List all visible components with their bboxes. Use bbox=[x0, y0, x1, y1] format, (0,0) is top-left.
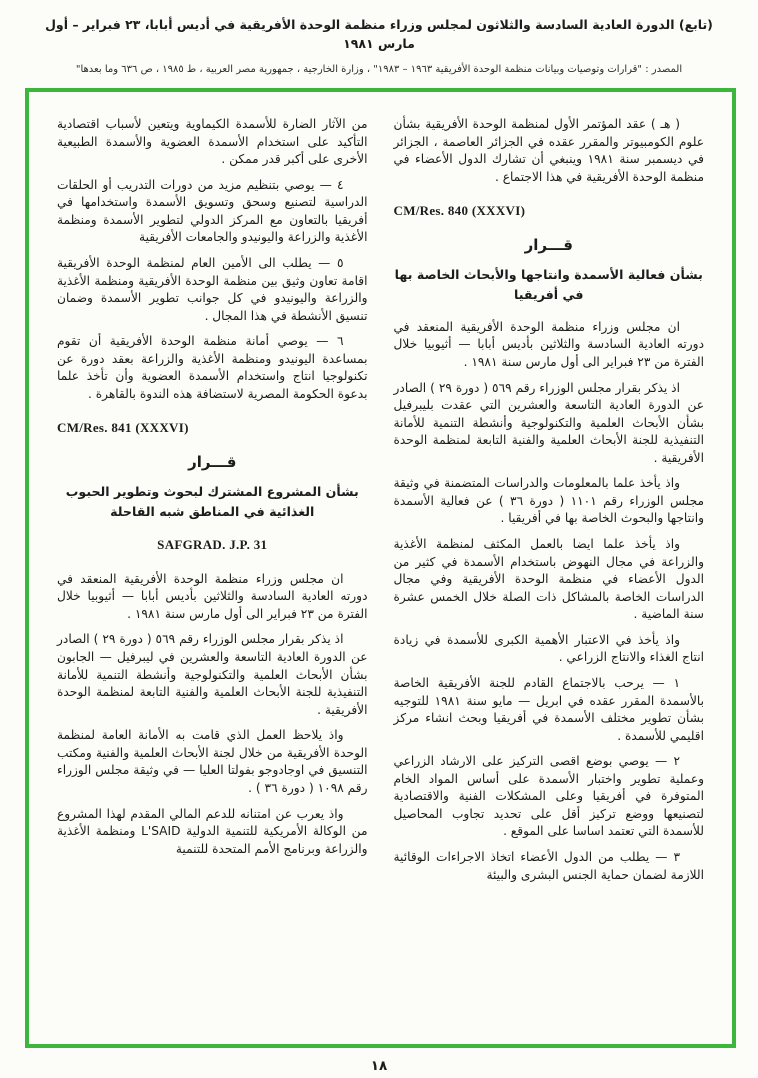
paragraph: واذ يعرب عن امتنانه للدعم المالي المقدم لهذا المشروع من الوكالة الأمريكية للتنمية الدولية L'SAID ومنظمة الأغذية والزراعة وبرنامج الأمم المتحدة للتنمية bbox=[57, 806, 368, 856]
paragraph: واذ يأخذ علما ايضا بالعمل المكثف لمنظمة الأغذية والزراعة في مجال النهوض باستخدام الأسمدة في كثير من الدول الأعضاء في منظمة الوحدة الأفريقية وفي مجال الدراسات الخاصة بالمشاكل ذات الصلة خلال الخمس عشرة سنة الماضية . bbox=[393, 537, 704, 622]
paragraph: اذ يذكر بقرار مجلس الوزراء رقم ٥٦٩ ( دورة ٢٩ ) الصادر عن الدورة العادية التاسعة والعشرين التي عقدت بليبرفيل بشأن الأبحاث العلمية والتكنولوجية وأنشطة التنمية للأمانة التنفيذية للجنة الأبحاث العلمية والفنية التابعة لمنظمة الوحدة الأفريقية . bbox=[393, 380, 704, 465]
two-column-layout bbox=[57, 116, 704, 1036]
header-session-title: (تابع) الدورة العادية السادسة والثلاثون لمجلس وزراء منظمة الوحدة الأفريقية في أديس أبابا، ٢٣ فبراير – أول مارس ١٩٨١ bbox=[45, 17, 713, 51]
header-source-citation: المصدر : "قرارات وتوصيات وبيانات منظمة الوحدة الأفريقية ١٩٦٣ – ١٩٨٣" ، وزارة الخارجية ، جمهورية مصر العربية ، ط ١٩٨٥ ، ص ٦٣٦ وما بعدها" bbox=[75, 63, 683, 75]
paragraph: ان مجلس وزراء منظمة الوحدة الأفريقية المنعقد في دورته العادية السادسة والثلاثين بأديس أبابا — أثيوبيا خلال الفترة من ٢٣ فبراير الى أول مارس سنة ١٩٨١ . bbox=[393, 319, 704, 369]
resolution-subject: بشأن فعالية الأسمدة وانتاجها والأبحاث الخاصة بها في أفريقيا bbox=[394, 266, 703, 302]
resolution-title: قـــرار bbox=[524, 235, 573, 254]
column-left bbox=[57, 116, 368, 1036]
project-code: SAFGRAD. J.P. 31 bbox=[157, 537, 268, 553]
paragraph: ١ — يرحب بالاجتماع القادم للجنة الأفريقية الخاصة بالأسمدة المقرر عقده في ابريل — مايو سنة ١٩٨١ للتوجيه بشأن تطوير مختلف الأسمدة في أفريقيا وبحث انشاء مركز اقليمي للأسمدة . bbox=[393, 675, 704, 743]
page-header bbox=[28, 16, 730, 77]
resolution-title: قـــرار bbox=[188, 453, 237, 472]
paragraph: اذ يذكر بقرار مجلس الوزراء رقم ٥٦٩ ( دورة ٢٩ ) الصادر عن الدورة العادية التاسعة والعشرين في ليبرفيل — الجابون بشأن الأبحاث العلمية والتكنولوجية وأنشطة التنمية للأمانة التنفيذية للجنة الأبحاث العلمية والفنية التابعة لمنظمة الوحدة الأفريقية . bbox=[57, 632, 368, 717]
paragraph: ٣ — يطلب من الدول الأعضاء اتخاذ الاجراءات الوقائية اللازمة لضمان حماية الجنس البشرى والبيئة bbox=[393, 850, 704, 882]
paragraph: ٥ — يطلب الى الأمين العام لمنظمة الوحدة الأفريقية اقامة تعاون وثيق بين منظمة الوحدة الأفريقية ومنظمة الأغذية والزراعة واليونيدو في كل جوانب تطوير الأسمدة وضمان تنسيق الأنشطة في هذا المجال . bbox=[57, 255, 368, 323]
column-right bbox=[394, 116, 705, 1036]
paragraph-continuation: من الآثار الضارة للأسمدة الكيماوية ويتعين لأسباب اقتصادية التأكيد على استخدام الأسمدة العضوية والأسمدة الطبيعية الأخرى على أكبر قدر ممكن . bbox=[57, 117, 368, 167]
paragraph: ٤ — يوصي بتنظيم مزيد من دورات التدريب أو الحلقات الدراسية لتصنيع وسحق وتسويق الأسمدة واستخدامها في أفريقيا بالتعاون مع المركز الدولي لتطوير الأسمدة ومنظمة الأغذية والزراعة واليونيدو والجامعات الأفريقية bbox=[57, 177, 368, 245]
paragraph: واذ يأخذ في الاعتبار الأهمية الكبرى للأسمدة في زيادة انتاج الغذاء والانتاج الزراعي . bbox=[393, 632, 704, 665]
paragraph: ٦ — يوصي أمانة منظمة الوحدة الأفريقية أن تقوم بمساعدة اليونيدو ومنظمة الأغذية والزراعة بعقد دورة عن تكنولوجيا انتاج واستخدام الأسمدة العضوية وأن تأخذ علما بدعوة الحكومة المصرية لاستضافة هذه الندوة بالقاهرة . bbox=[57, 334, 368, 401]
resolution-ref: CM/Res. 841 (XXXVI) bbox=[57, 420, 189, 436]
paragraph: ان مجلس وزراء منظمة الوحدة الأفريقية المنعقد في دورته العادية السادسة والثلاثين بأديس أبابا — أثيوبيا خلال الفترة من ٢٣ فبراير الى أول مارس سنة ١٩٨١ . bbox=[57, 571, 368, 621]
page-number: ١٨ bbox=[370, 1058, 388, 1074]
resolution-subject: بشأن المشروع المشترك لبحوث وتطوير الحبوب الغذائية في المناطق شبه القاحلة bbox=[65, 483, 359, 519]
content-frame bbox=[25, 88, 736, 1048]
paragraph: ٢ — يوصي بوضع اقصى التركيز على الارشاد الزراعي وعملية تطوير واختبار الأسمدة على أساس المواد الخام المتوفرة في أفريقيا وعلى المشكلات الفنية والاقتصادية لتصنيعها ووضع تركيز أقل على تحديد تجاوب المحاصيل للأسمدة التي تعتمد اساسا على الموقع . bbox=[393, 754, 704, 839]
paragraph: واذ يلاحظ العمل الذي قامت به الأمانة العامة لمنظمة الوحدة الأفريقية من خلال لجنة الأبحاث العلمية والفنية ومكتب التنسيق في اوجادوجو بفولتا العليا — في وثيقة مجلس الوزراء رقم ١٠٩٨ ( دورة ٣٦ ) . bbox=[57, 728, 368, 795]
paragraph: واذ يأخذ علما بالمعلومات والدراسات المتضمنة في وثيقة مجلس الوزراء رقم ١١٠١ ( دورة ٣٦ ) عن فعالية الأسمدة وانتاجها والبحوث الخاصة بها في أفريقيا . bbox=[393, 476, 704, 526]
resolution-ref: CM/Res. 840 (XXXVI) bbox=[393, 203, 526, 219]
paragraph: ( هـ ) عقد المؤتمر الأول لمنظمة الوحدة الأفريقية بشأن علوم الكومبيوتر والمقرر عقده في الجزائر العاصمة ، الجزائر في ديسمبر سنة ١٩٨١ وينبغي أن تشارك الدول الأعضاء في منظمة الوحدة الأفريقية في هذا الاجتماع . bbox=[393, 117, 704, 184]
